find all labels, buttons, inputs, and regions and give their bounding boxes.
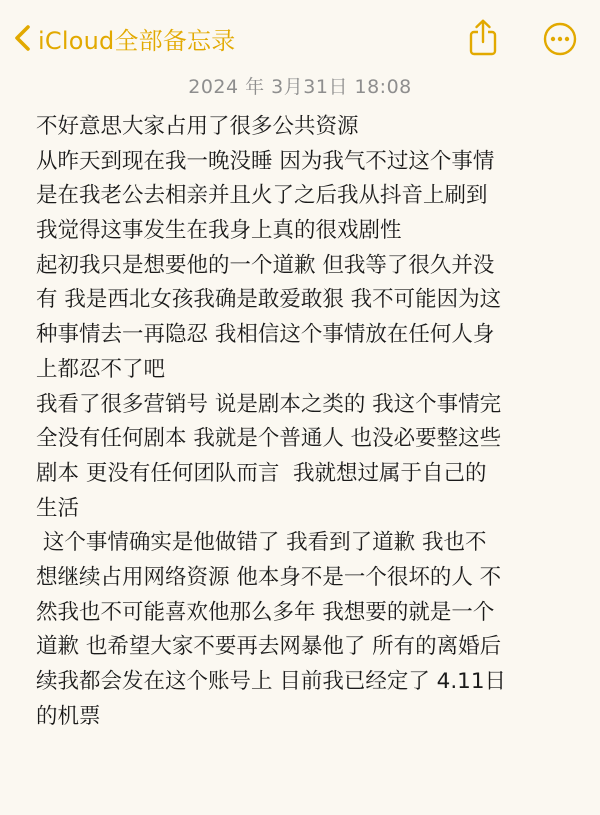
note-body[interactable]	[36, 110, 566, 734]
back-button-label: iCloud全部备忘录	[38, 26, 236, 55]
note-line: 从昨天到现在我一晚没睡 因为我气不过这个事情	[36, 148, 495, 174]
share-icon	[467, 41, 499, 60]
note-line: 我觉得这事发生在我身上真的很戏剧性	[36, 218, 402, 244]
note-line: 不好意思大家占用了很多公共资源	[36, 114, 359, 139]
chevron-left-icon	[12, 23, 34, 53]
note-line: 我看了很多营销号 说是剧本之类的 我这个事情完	[36, 391, 502, 417]
note-line: 道歉 也希望大家不要再去网暴他了 所有的离婚后	[36, 634, 502, 660]
note-line: 是在我老公去相亲并且火了之后我从抖音上刷到	[36, 183, 488, 209]
note-line: 上都忍不了吧	[36, 356, 166, 382]
more-ellipsis-icon	[543, 41, 577, 60]
share-button[interactable]	[467, 18, 499, 56]
note-line: 全没有任何剧本 我就是个普通人 也没必要整这些	[36, 426, 502, 452]
note-line: 起初我只是想要他的一个道歉 但我等了很久并没	[36, 252, 495, 278]
back-button[interactable]	[12, 20, 235, 56]
navigation-bar	[0, 0, 600, 70]
note-line: 这个事情确实是他做错了 我看到了道歉 我也不	[36, 530, 487, 556]
note-line: 想继续占用网络资源 他本身不是一个很坏的人 不	[36, 564, 502, 590]
note-line: 然我也不可能喜欢他那么多年 我想要的就是一个	[36, 599, 495, 625]
note-line: 有 我是西北女孩我确是敢爱敢狠 我不可能因为这	[36, 287, 502, 313]
note-line: 续我都会发在这个账号上 目前我已经定了 4.11日	[36, 669, 507, 694]
note-line: 剧本 更没有任何团队而言 我就想过属于自己的	[36, 460, 487, 486]
note-line: 生活	[36, 495, 80, 521]
more-options-button[interactable]	[543, 22, 577, 56]
note-line: 种事情去一再隐忍 我相信这个事情放在任何人身	[36, 322, 495, 348]
note-timestamp: 2024 年 3月31日 18:08	[188, 76, 412, 98]
note-line: 的机票	[36, 703, 101, 729]
